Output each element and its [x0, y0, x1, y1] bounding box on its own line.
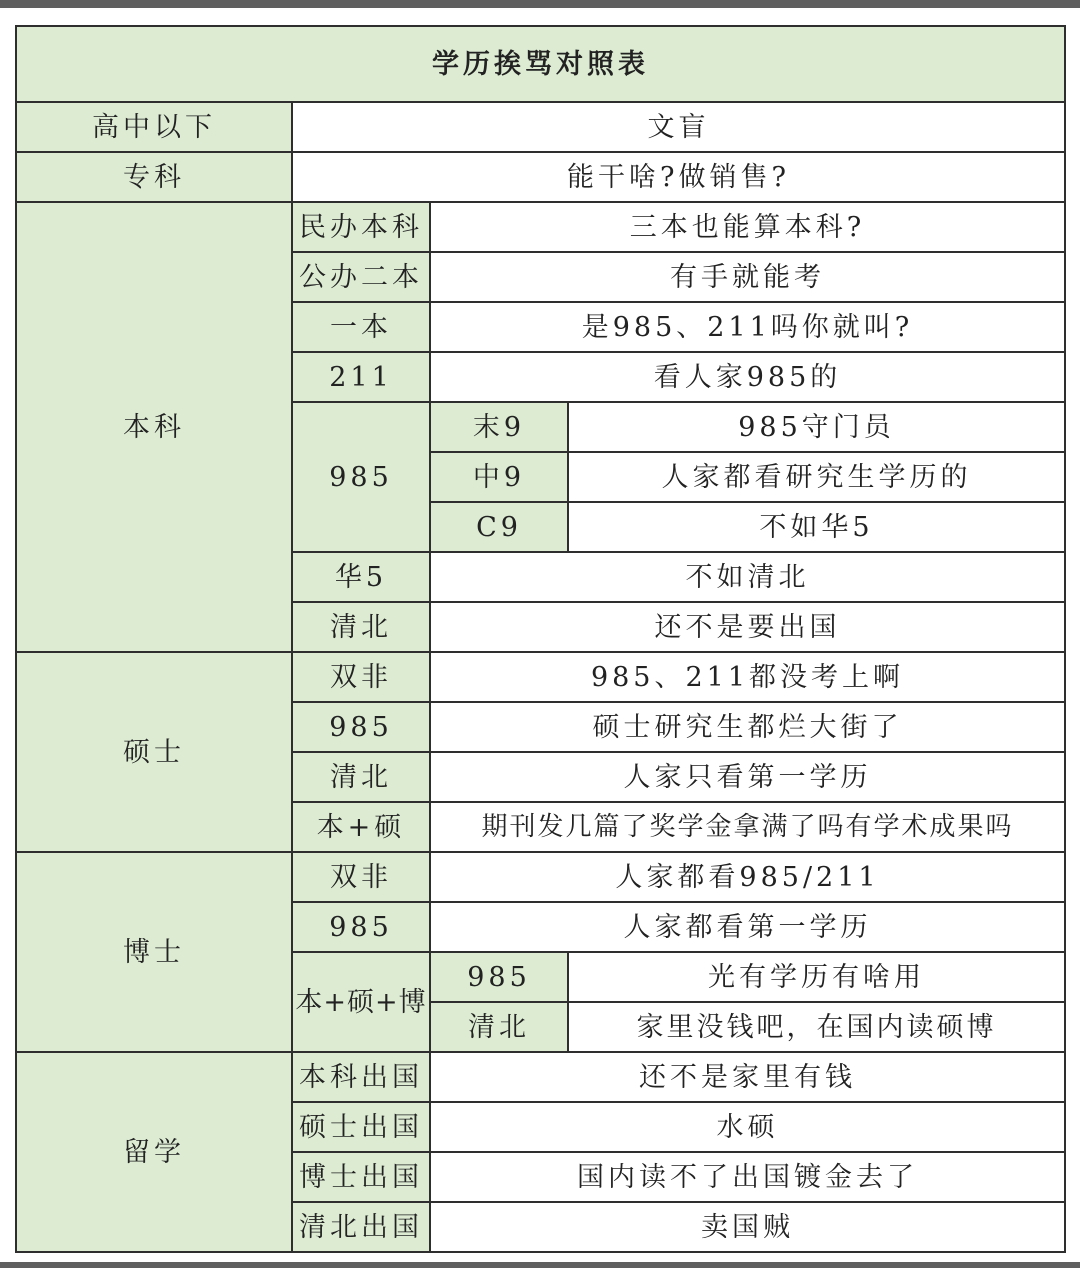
subcategory-label: 硕士出国 — [292, 1102, 430, 1152]
tier-label: 985 — [430, 952, 568, 1002]
subcategory-label: 清北 — [292, 752, 430, 802]
comment-cell: 人家都看985/211 — [430, 852, 1065, 902]
comment-cell: 人家都看第一学历 — [430, 902, 1065, 952]
comment-cell: 人家都看研究生学历的 — [568, 452, 1065, 502]
category-label: 专科 — [16, 152, 292, 202]
comment-cell: 国内读不了出国镀金去了 — [430, 1152, 1065, 1202]
subcategory-label: 985 — [292, 702, 430, 752]
table-row — [16, 152, 1065, 202]
subcategory-label: 华5 — [292, 552, 430, 602]
comment-cell: 卖国贼 — [430, 1202, 1065, 1252]
subcategory-label: 本科出国 — [292, 1052, 430, 1102]
comment-cell: 人家只看第一学历 — [430, 752, 1065, 802]
table-row — [16, 102, 1065, 152]
education-comparison-table — [15, 25, 1066, 1253]
table-title: 学历挨骂对照表 — [16, 26, 1065, 102]
comment-cell: 有手就能考 — [430, 252, 1065, 302]
subcategory-label-985: 985 — [292, 402, 430, 552]
comment-cell: 看人家985的 — [430, 352, 1065, 402]
category-label-master: 硕士 — [16, 652, 292, 852]
comment-cell: 硕士研究生都烂大街了 — [430, 702, 1065, 752]
bottom-border-bar — [0, 1262, 1080, 1268]
table-row — [16, 652, 1065, 702]
comment-cell: 985守门员 — [568, 402, 1065, 452]
subcategory-label: 211 — [292, 352, 430, 402]
comment-cell: 是985、211吗你就叫? — [430, 302, 1065, 352]
top-border-bar — [0, 0, 1080, 8]
comment-cell: 光有学历有啥用 — [568, 952, 1065, 1002]
subcategory-label: 一本 — [292, 302, 430, 352]
subcategory-label: 本+硕 — [292, 802, 430, 852]
category-label-bachelor: 本科 — [16, 202, 292, 652]
subcategory-label: 双非 — [292, 652, 430, 702]
table-row — [16, 202, 1065, 252]
tier-label: 中9 — [430, 452, 568, 502]
table-row — [16, 1052, 1065, 1102]
tier-label: 末9 — [430, 402, 568, 452]
subcategory-label: 民办本科 — [292, 202, 430, 252]
comment-cell: 家里没钱吧，在国内读硕博 — [568, 1002, 1065, 1052]
tier-label: 清北 — [430, 1002, 568, 1052]
title-row — [16, 26, 1065, 102]
comment-cell: 985、211都没考上啊 — [430, 652, 1065, 702]
subcategory-label: 985 — [292, 902, 430, 952]
comment-cell: 不如清北 — [430, 552, 1065, 602]
subcategory-label: 清北出国 — [292, 1202, 430, 1252]
category-label-study-abroad: 留学 — [16, 1052, 292, 1252]
comment-cell: 还不是家里有钱 — [430, 1052, 1065, 1102]
category-label: 高中以下 — [16, 102, 292, 152]
subcategory-label: 清北 — [292, 602, 430, 652]
table-row — [16, 852, 1065, 902]
subcategory-label: 公办二本 — [292, 252, 430, 302]
comment-cell: 不如华5 — [568, 502, 1065, 552]
comment-cell: 还不是要出国 — [430, 602, 1065, 652]
comment-cell: 水硕 — [430, 1102, 1065, 1152]
tier-label: C9 — [430, 502, 568, 552]
subcategory-label: 博士出国 — [292, 1152, 430, 1202]
comment-cell: 三本也能算本科? — [430, 202, 1065, 252]
subcategory-label: 双非 — [292, 852, 430, 902]
comment-cell: 文盲 — [292, 102, 1065, 152]
subcategory-label-ben-shuo-bo: 本+硕+博 — [292, 952, 430, 1052]
category-label-doctor: 博士 — [16, 852, 292, 1052]
comment-cell: 能干啥?做销售? — [292, 152, 1065, 202]
comment-cell: 期刊发几篇了奖学金拿满了吗有学术成果吗 — [430, 802, 1065, 852]
